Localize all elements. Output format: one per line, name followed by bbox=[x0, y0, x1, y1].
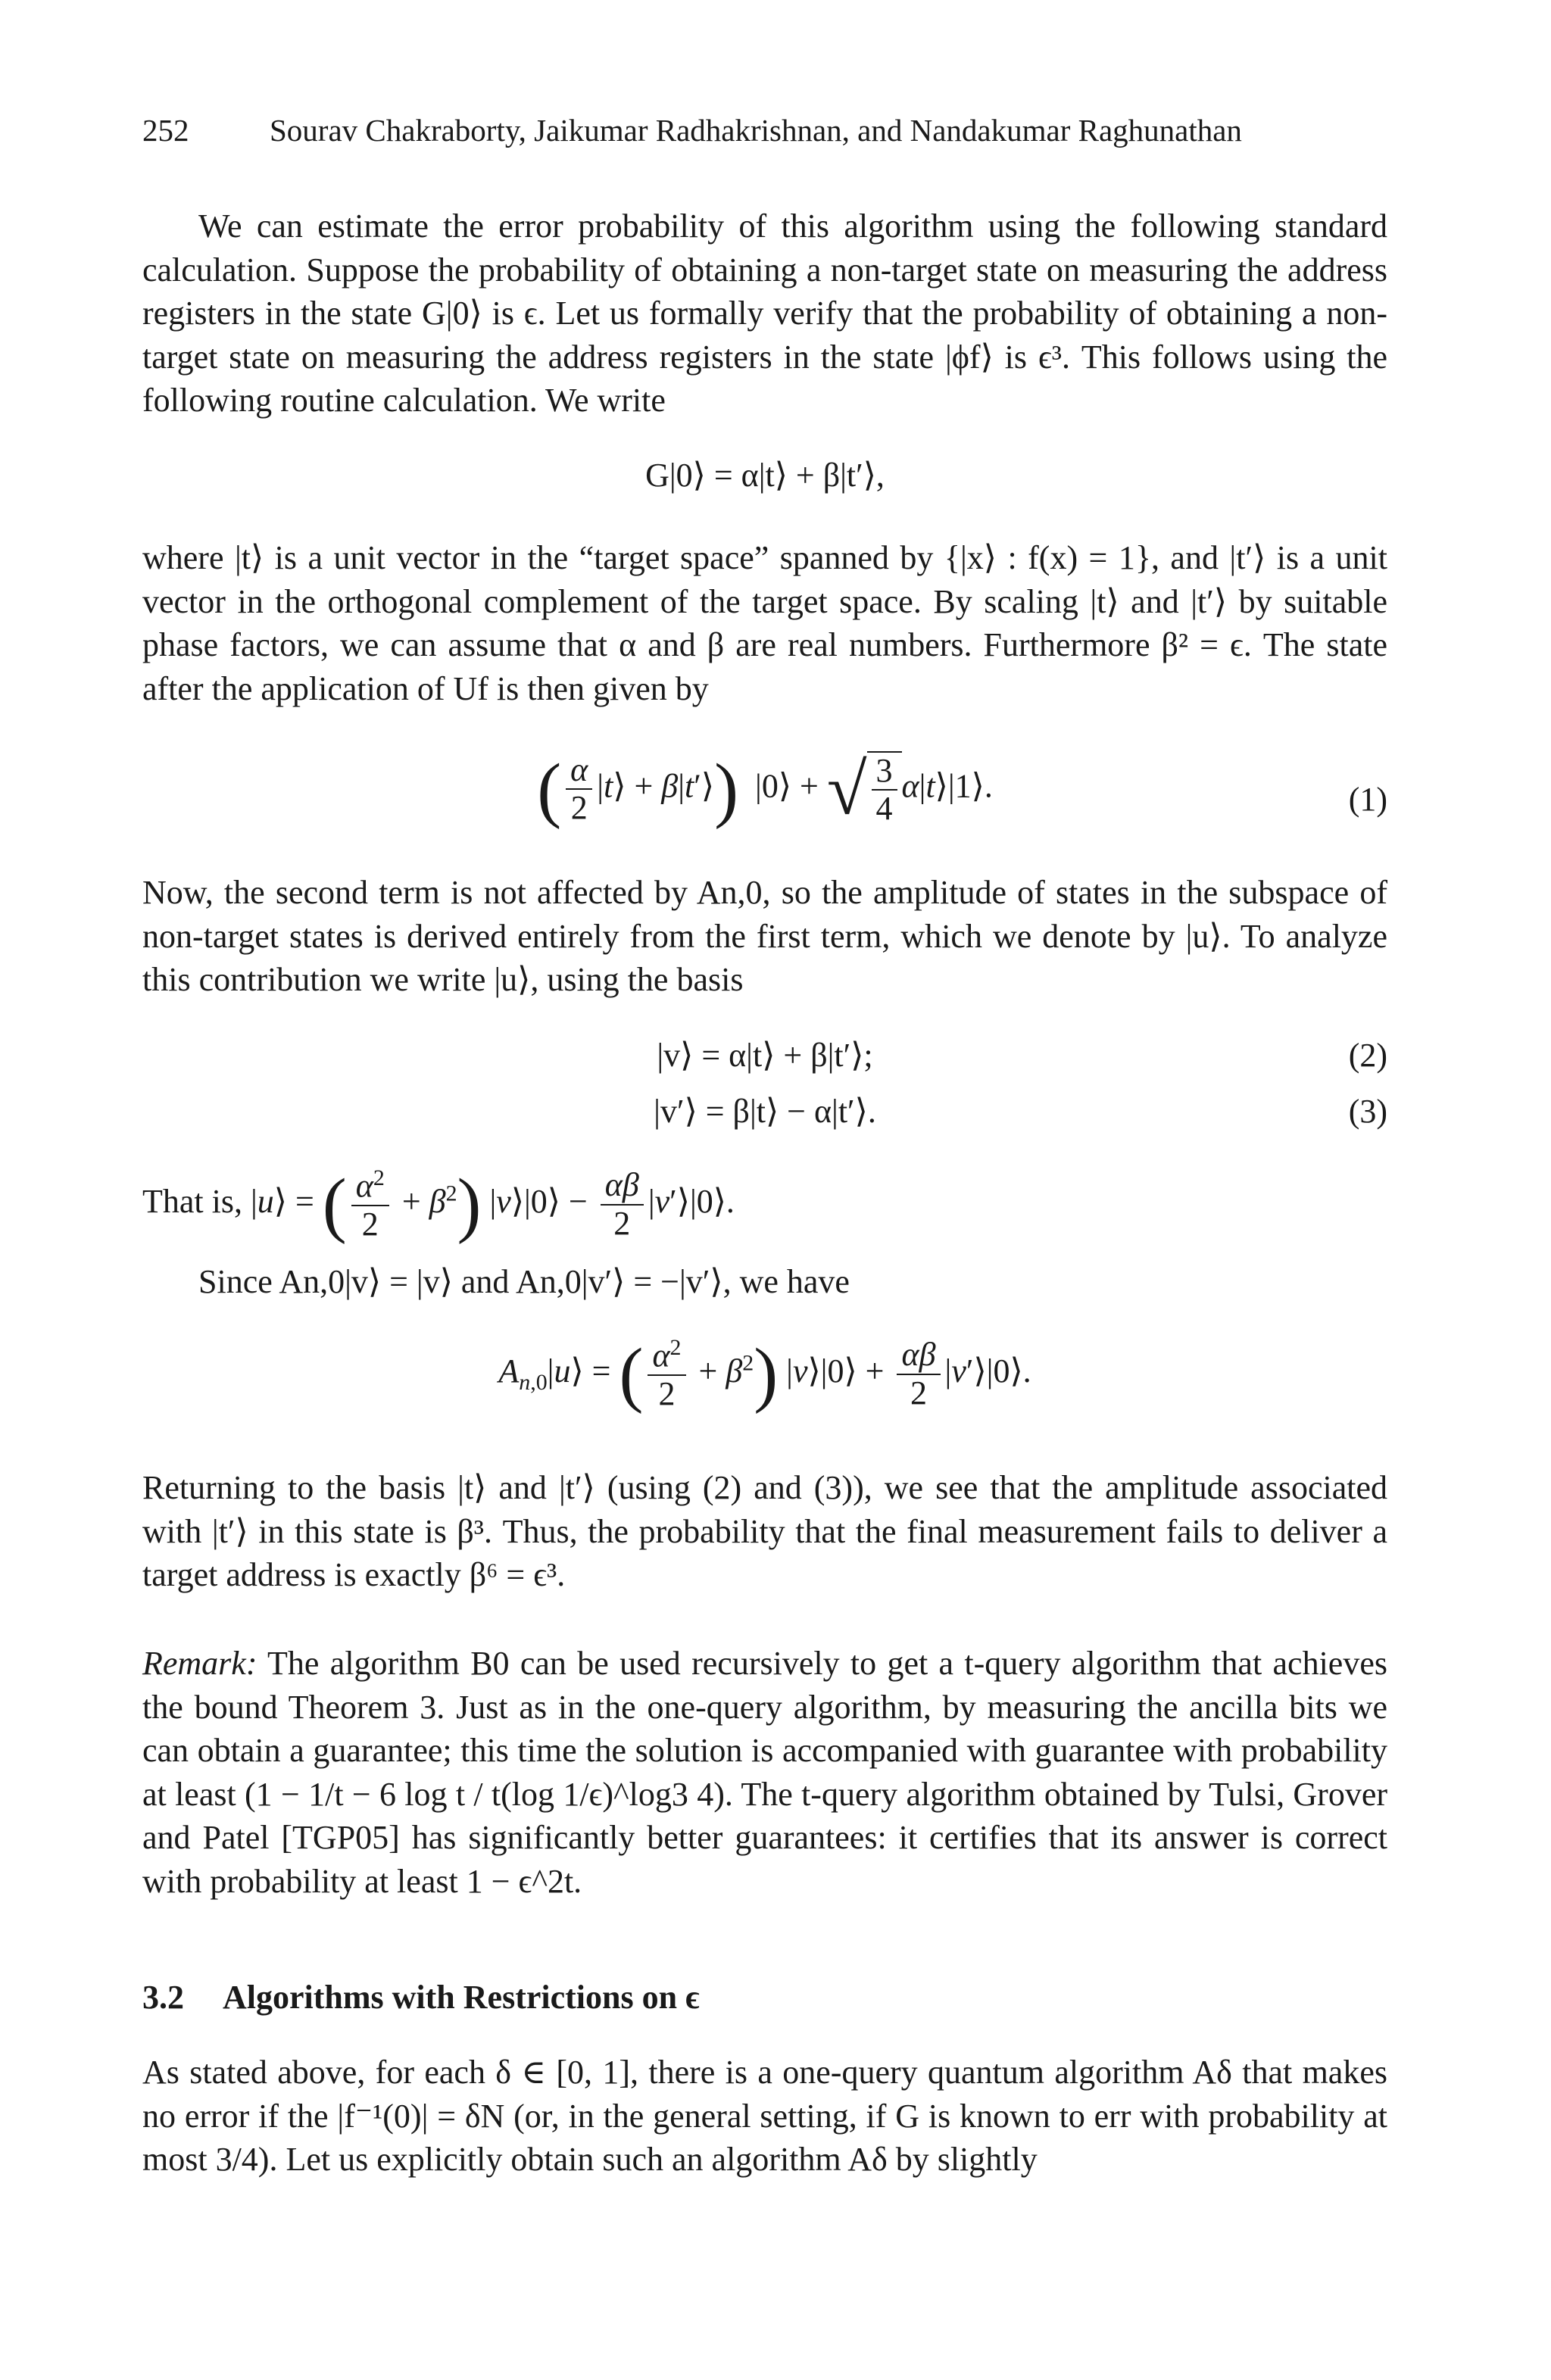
paragraph-since bbox=[142, 1260, 1387, 1304]
remark-label: Remark: bbox=[142, 1645, 257, 1682]
paragraph-text: Returning to the basis |t⟩ and |t′⟩ (using (2) and (3)), we see that the amplitude associated with |t′⟩ in this state is β³. Thus, the probability that the final measurement fails to deliver a target address is exactly β⁶ = ϵ³. bbox=[142, 1469, 1387, 1593]
remark-paragraph bbox=[142, 1642, 1387, 1903]
equation-g-state bbox=[142, 456, 1387, 494]
paragraph-text: Now, the second term is not affected by An,0, so the amplitude of states in the subspace of non-target states is derived entirely from the first term, which we denote by |u⟩. To analyze this contribution we write |u⟩, using the basis bbox=[142, 874, 1387, 998]
paragraph-returning bbox=[142, 1466, 1387, 1597]
equation-text: |v′⟩ = β|t⟩ − α|t′⟩. bbox=[654, 1093, 876, 1130]
section-title: Algorithms with Restrictions on ϵ bbox=[223, 1979, 700, 2016]
section-heading bbox=[142, 1978, 700, 2017]
equation-1 bbox=[142, 748, 1387, 850]
page-number: 252 bbox=[142, 113, 189, 148]
remark-body bbox=[142, 1642, 1387, 1903]
equation-number: (3) bbox=[1348, 1093, 1387, 1130]
that-is-label: That is, bbox=[142, 1182, 242, 1220]
equation-a-applied bbox=[142, 1333, 1387, 1434]
equation-number: (2) bbox=[1348, 1037, 1387, 1074]
paragraph-text: As stated above, for each δ ∈ [0, 1], there is a one-query quantum algorithm Aδ that makes no error if the |f⁻¹(0)| = δN (or, in the general setting, if G is known to err with probability at most 3/4). Let us explicitly obtain such an algorithm Aδ by slightly bbox=[142, 2054, 1387, 2178]
paragraph-error-probability bbox=[142, 204, 1387, 423]
equation-text: |v⟩ = α|t⟩ + β|t′⟩; bbox=[657, 1037, 873, 1074]
equation-text: G|0⟩ = α|t⟩ + β|t′⟩, bbox=[645, 457, 885, 494]
running-header bbox=[142, 112, 1324, 148]
equation-3 bbox=[142, 1092, 1387, 1131]
paragraph-text: We can estimate the error probability of this algorithm using the following standard calculation. Suppose the probability of obtaining a non-target state on measuring the address registers in the state G|0⟩ is ϵ. Let us formally verify that the probability of obtaining a non-target state on measuring the address registers in the state |ϕf⟩ is ϵ³. This follows using the following routine calculation. We write bbox=[142, 207, 1387, 419]
paragraph-target-space bbox=[142, 536, 1387, 710]
paragraph-text: Since An,0|v⟩ = |v⟩ and An,0|v′⟩ = −|v′⟩, we have bbox=[198, 1263, 850, 1300]
section-number: 3.2 bbox=[142, 1979, 184, 2016]
equation-body: $A_{n,0}|u⟩$ = ( $\frac{\alpha^2}{2}$ + $\beta^2$) |v⟩|0⟩ + $\frac{\alpha\beta}{2}$ |v′⟩|0⟩. bbox=[498, 1333, 1031, 1415]
remark-text: The algorithm B0 can be used recursively to get a t-query algorithm that achieves the bound Theorem 3. Just as in the one-query algorithm, by measuring the ancilla bits we can obtain a guarantee; this time the solution is accompanied with guarantee with probability at least (1 − 1/t − 6 log t / t(log 1/ϵ)^log3 4). The t-query algorithm obtained by Tulsi, Grover and Patel [TGP05] has significantly better guarantees: it certifies that its answer is correct with probability at least 1 − ϵ^2t. bbox=[142, 1645, 1387, 1900]
equation-2 bbox=[142, 1036, 1387, 1075]
equation-1-body: ( $\frac{\alpha}{2}$ |t⟩ + β|t′⟩) |0⟩ + √ $\frac{3}{4}$ α|t⟩|1⟩. bbox=[537, 748, 993, 830]
author-list: Sourav Chakraborty, Jaikumar Radhakrishnan, and Nandakumar Raghunathan bbox=[270, 113, 1242, 148]
equation-u-definition: That is, |u⟩ = ( $\frac{\alpha^2}{2}$ + $\beta^2$) |v⟩|0⟩ − $\frac{\alpha\beta}{2}$ |v′⟩|0⟩. bbox=[142, 1163, 735, 1245]
paragraph-second-term bbox=[142, 871, 1387, 1002]
paragraph-text: where |t⟩ is a unit vector in the “target space” spanned by {|x⟩ : f(x) = 1}, and |t′⟩ is a unit vector in the orthogonal complement of the target space. By scaling |t⟩ and |t′⟩ by suitable phase factors, we can assume that α and β are real numbers. Furthermore β² = ϵ. The state after the application of Uf is then given by bbox=[142, 539, 1387, 707]
paragraph-restrictions bbox=[142, 2051, 1387, 2182]
equation-number: (1) bbox=[1348, 781, 1387, 818]
